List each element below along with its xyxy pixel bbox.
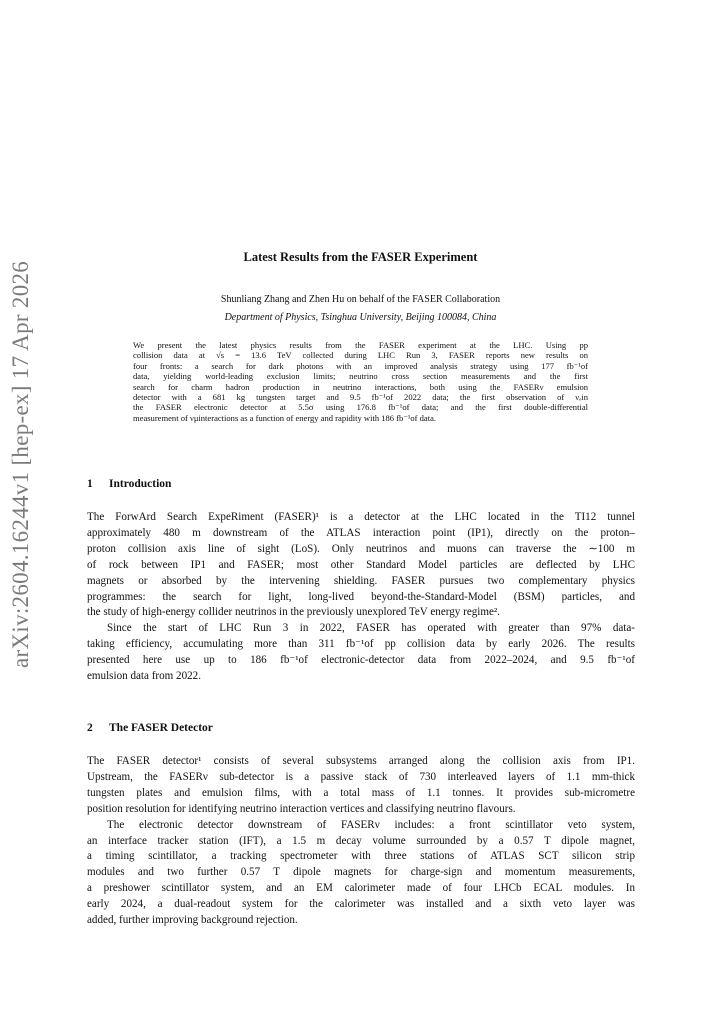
- introduction-body: [87, 510, 635, 685]
- abstract: [133, 340, 588, 423]
- section-number: 1: [87, 478, 93, 490]
- paragraph-line: a preshower scintillator system, and an EM calorimeter made of four LHCb ECAL modules. In: [87, 882, 635, 895]
- paragraph-line: the study of high-energy collider neutrinos in the previously unexplored TeV energy regime².: [87, 606, 501, 619]
- abstract-line: We present the latest physics results from the FASER experiment at the LHC. Using pp: [133, 340, 588, 350]
- section-heading-introduction: [87, 478, 171, 490]
- section-title: Introduction: [109, 478, 172, 490]
- paragraph-line: The electronic detector downstream of FASERν includes: a front scintillator veto system,: [107, 818, 635, 831]
- arxiv-identifier-stamp: arXiv:2604.16244v1 [hep-ex] 17 Apr 2026: [8, 260, 33, 668]
- paper-authors: Shunliang Zhang and Zhen Hu on behalf of the FASER Collaboration: [220, 294, 501, 305]
- paragraph-line: an interface tracker station (IFT), a 1.5 m decay volume surrounded by a 0.57 T dipole magnet,: [87, 834, 635, 847]
- abstract-line: measurement of νμinteractions as a function of energy and rapidity with 186 fb⁻¹of data.: [133, 412, 437, 423]
- section-heading-faser-detector: [87, 722, 213, 734]
- paragraph-line: magnets or absorbed by the intervening shielding. FASER pursues two complementary physics: [87, 574, 635, 587]
- paper-title: Latest Results from the FASER Experiment: [243, 250, 478, 264]
- paragraph-line: added, further improving background rejection.: [87, 914, 298, 927]
- abstract-line: the FASER electronic detector at 5.5σ using 176.8 fb⁻¹of data; and the first double-differential: [133, 402, 588, 413]
- abstract-line: data, yielding world-leading exclusion limits; neutrino cross section measurements and the first: [133, 371, 588, 382]
- paragraph-line: The FASER detector¹ consists of several subsystems arranged along the collision axis from IP1.: [87, 755, 635, 767]
- abstract-line: collision data at √s = 13.6 TeV collected during LHC Run 3, FASER reports new results on: [133, 350, 588, 361]
- paragraph-line: programmes: the search for light, long-lived beyond-the-Standard-Model (BSM) particles, and: [87, 590, 635, 603]
- paragraph-line: taking efficiency, accumulating more than 311 fb⁻¹of pp collision data by early 2026. The results: [87, 638, 635, 651]
- paragraph-line: a timing scintillator, a tracking spectrometer with three stations of ATLAS SCT silicon strip: [87, 850, 635, 863]
- abstract-line: four fronts: a search for dark photons with an improved analysis strategy using 177 fb⁻¹of: [133, 360, 588, 371]
- abstract-line: detector with a 681 kg tungsten target and 9.5 fb⁻¹of 2022 data; the first observation of νₑin: [133, 392, 588, 403]
- paragraph-line: The ForwArd Search ExpeRiment (FASER)¹ is a detector at the LHC located in the TI12 tunnel: [87, 511, 635, 523]
- abstract-line: search for charm hadron production in neutrino interactions, both using the FASERν emulsion: [133, 381, 588, 392]
- paragraph-line: emulsion data from 2022.: [87, 670, 201, 683]
- paragraph-line: early 2024, a dual-readout system for the calorimeter was installed and a sixth veto layer was: [87, 898, 635, 911]
- paragraph-line: tungsten plates and emulsion films, with a total mass of 1.1 tonnes. It provides sub-micrometre: [87, 786, 635, 799]
- paragraph-line: modules and two further 0.57 T dipole magnets for charge-sign and momentum measurements,: [87, 866, 635, 879]
- paragraph-line: of rock between IP1 and FASER; most other Standard Model particles are deflected by LHC: [87, 558, 635, 571]
- detector-body: [87, 754, 635, 929]
- section-number: 2: [87, 722, 93, 734]
- paragraph-line: Since the start of LHC Run 3 in 2022, FASER has operated with greater than 97% data-: [107, 622, 635, 635]
- paragraph-line: approximately 480 m downstream of the ATLAS interaction point (IP1), directly on the proton–: [87, 526, 635, 539]
- section-title: The FASER Detector: [109, 722, 213, 734]
- paper-affiliation: Department of Physics, Tsinghua University, Beijing 100084, China: [224, 312, 497, 323]
- paragraph-line: presented here use up to 186 fb⁻¹of electronic-detector data from 2022–2024, and 9.5 fb⁻¹of: [87, 654, 635, 667]
- paragraph-line: position resolution for identifying neutrino interaction vertices and classifying neutrino flavours.: [87, 802, 516, 815]
- paragraph-line: proton collision axis line of sight (LoS). Only neutrinos and muons can traverse the ∼100 m: [87, 542, 635, 555]
- paragraph-line: Upstream, the FASERν sub-detector is a passive stack of 730 interleaved layers of 1.1 mm-thick: [87, 770, 635, 783]
